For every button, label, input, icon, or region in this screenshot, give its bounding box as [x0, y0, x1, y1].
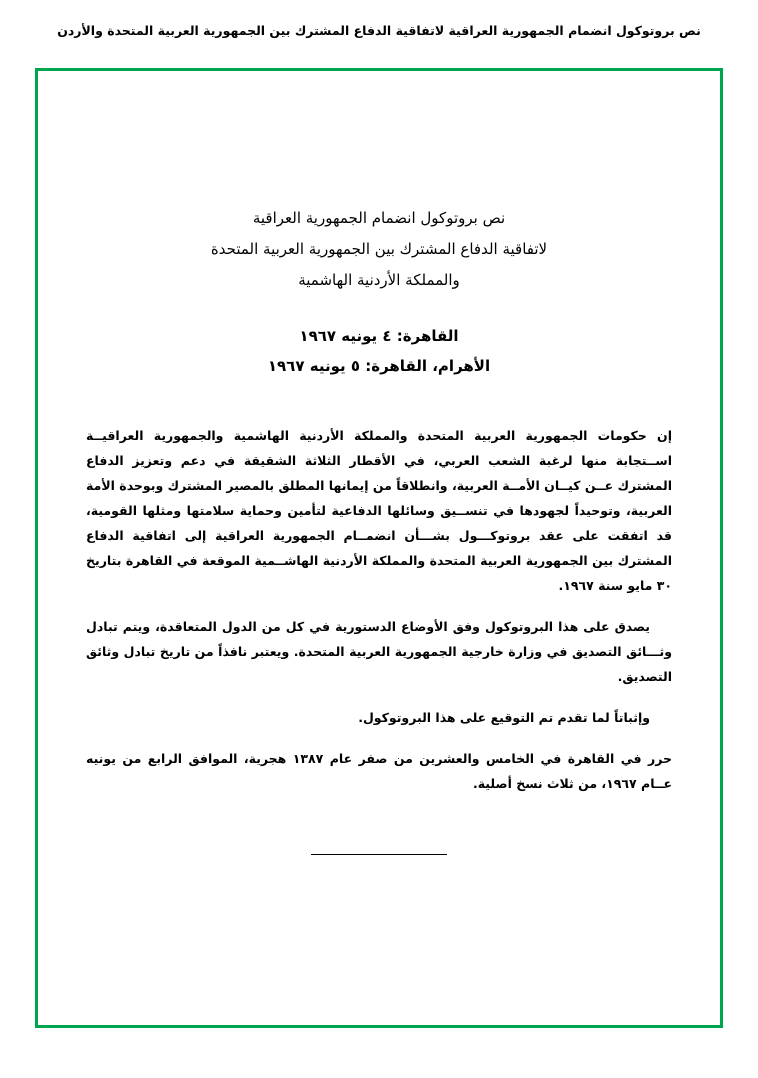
- frame-inner: [38, 71, 720, 1025]
- dateline-place-date: القاهرة: ٤ يونيه ١٩٦٧: [299, 327, 459, 346]
- title-line-3: والمملكة الأردنية الهاشمية: [298, 270, 460, 289]
- dateline-source: الأهرام، القاهرة: ٥ يونيه ١٩٦٧: [267, 357, 491, 376]
- title-line-2: لاتفاقية الدفاع المشترك بين الجمهورية العربية المتحدة: [210, 239, 548, 258]
- page-header-title: نص بروتوكول انضمام الجمهورية العراقية لاتفاقية الدفاع المشترك بين الجمهورية العربية المتحدة والأردن: [57, 23, 701, 38]
- title-line-1: نص بروتوكول انضمام الجمهورية العراقية: [252, 209, 506, 227]
- paragraph-3: وإثباتاً لما تقدم تم التوقيع على هذا البروتوكول.: [358, 710, 650, 726]
- document-body: [86, 423, 672, 796]
- content-frame: [35, 68, 723, 1028]
- dateline-block: [86, 321, 672, 381]
- paragraph-2: يصدق على هذا البروتوكول وفق الأوضاع الدستورية في كل من الدول المتعاقدة، ويتم تبادل وثـــائق التصديق في وزارة خارجية الجمهورية العربية المتحدة. ويعتبر نافذاً من تاريخ تبادل وثائق التصديق.: [86, 619, 672, 685]
- document-title: [86, 71, 672, 295]
- signature-rule: [311, 854, 447, 855]
- paragraph-1: إن حكومات الجمهورية العربية المتحدة والمملكة الأردنية الهاشمية والجمهورية العراقيــة اســتجابة منها لرغبة الشعب العربي، في الأقطار الثلاثة الشقيقة في دعم وتعزيز الدفاع المشترك عــن كيــان الأمــة العربية، وانطلاقاً من إيمانها المطلق بالمصير المشترك وبوحدة الأمة العربية، وتوحيداً لجهودها في تنســيق وسائلها الدفاعية لتأمين وحماية سلامتها ومثلها القومية، قد اتفقت على عقد بروتوكـــول بشـــأن انضمــام الجمهورية العراقية إلى اتفاقية الدفاع المشترك بين الجمهورية العربية المتحدة والمملكة الأردنية الهاشــمية الموقعة في القاهرة بتاريخ ٣٠ مايو سنة ١٩٦٧.: [86, 428, 672, 594]
- paragraph-4: حرر في القاهرة في الخامس والعشرين من صفر عام ١٣٨٧ هجرية، الموافق الرابع من يونيه عــام ١٩٦٧، من ثلاث نسخ أصلية.: [86, 751, 672, 792]
